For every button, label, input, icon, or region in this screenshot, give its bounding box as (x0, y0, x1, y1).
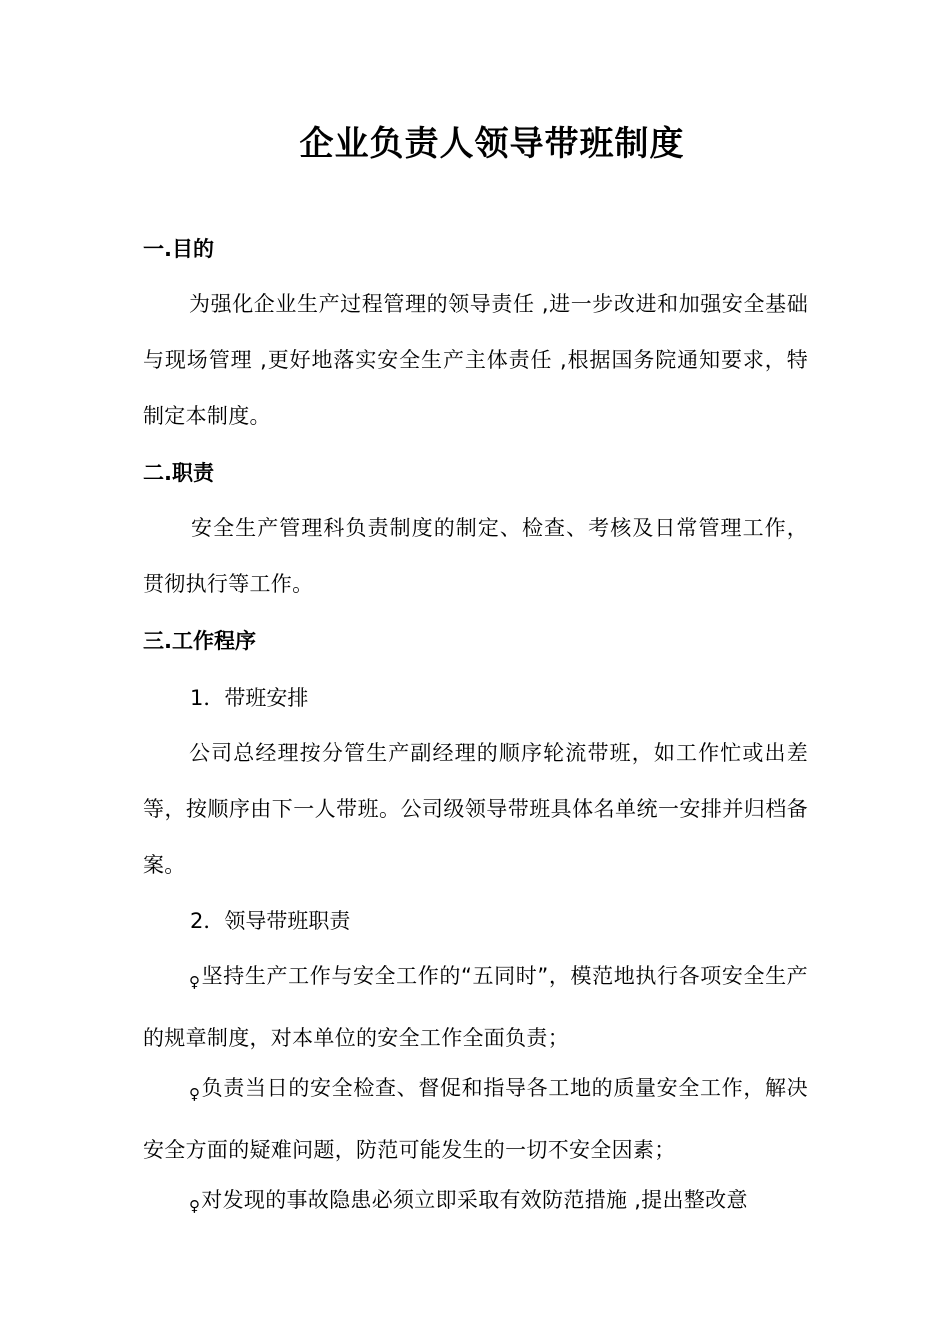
female-sign-bullet-icon: ♀ (189, 1085, 201, 1103)
female-sign-bullet-icon: ♀ (189, 973, 201, 991)
subsection-label-shift-arrangement: 1．带班安排 (190, 686, 309, 710)
section-heading-procedure: 三.工作程序 (143, 629, 256, 653)
duty-point-text: 对发现的事故隐患必须立即采取有效防范措施 ,提出整改意 (201, 1188, 748, 1212)
duty-point-1 (143, 948, 808, 1066)
duty-point-text: 负责当日的安全检查、督促和指导各工地的质量安全工作，解决安全方面的疑难问题，防范可能发生的一切不安全因素； (143, 1076, 808, 1162)
document-title: 企业负责人领导带班制度 (299, 124, 685, 164)
duty-point-text: 坚持生产工作与安全工作的“五同时”，模范地执行各项安全生产的规章制度，对本单位的安全工作全面负责； (143, 964, 808, 1050)
female-sign-bullet-icon: ♀ (189, 1197, 201, 1215)
section-body-purpose: 为强化企业生产过程管理的领导责任 ,进一步改进和加强安全基础与现场管理 ,更好地落实安全生产主体责任 ,根据国务院通知要求，特制定本制度。 (143, 292, 808, 428)
subsection-label-leader-duties: 2．领导带班职责 (190, 909, 351, 933)
duty-point-2 (143, 1060, 808, 1178)
duty-point-3 (143, 1172, 808, 1234)
subsection-body-shift-arrangement: 公司总经理按分管生产副经理的顺序轮流带班，如工作忙或出差等，按顺序由下一人带班。公司级领导带班具体名单统一安排并归档备案。 (143, 741, 808, 877)
section-heading-duties: 二.职责 (143, 461, 214, 485)
section-body-duties: 安全生产管理科负责制度的制定、检查、考核及日常管理工作，贯彻执行等工作。 (143, 516, 808, 596)
section-heading-purpose: 一.目的 (143, 237, 214, 261)
